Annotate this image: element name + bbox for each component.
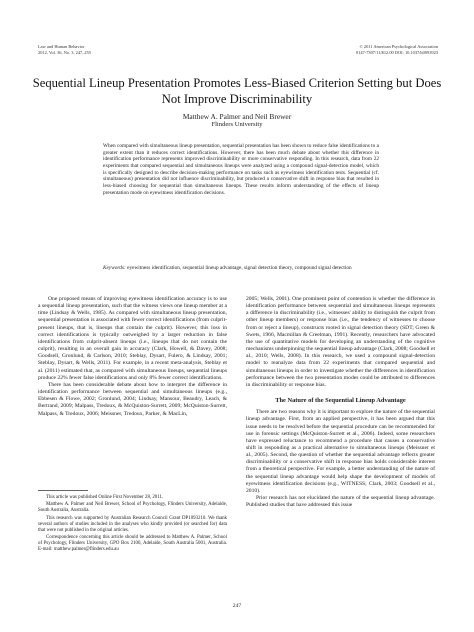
footnote-author-affiliation: Matthew A. Palmer and Neil Brewer, School of Psychology, Flinders University, Adelaide, South Australia, Australia. bbox=[38, 502, 227, 514]
left-column bbox=[38, 296, 227, 418]
keywords-label: Keywords: bbox=[103, 265, 126, 271]
article-title: Sequential Lineup Presentation Promotes Less-Biased Criterion Setting but Does Not Improve Discriminability bbox=[32, 76, 442, 106]
footnote-online-date: This article was published Online First November 28, 2011. bbox=[46, 495, 164, 500]
section-heading: The Nature of the Sequential Lineup Advantage bbox=[275, 397, 406, 405]
journal-volume: 2012, Vol. 36, No. 3, 247–255 bbox=[38, 49, 92, 55]
copyright-line: © 2011 American Psychological Association bbox=[359, 44, 438, 49]
running-header-left bbox=[38, 44, 91, 55]
footnote-correspondence: Correspondence concerning this article should be addressed to Matthew A. Palmer, School of Psychology, Flinders University, GPO Box 2100, Adelaide, South Australia 5001, Australia. E-mail: matthew.palmer@flinders.edu.au bbox=[38, 535, 227, 553]
footnotes bbox=[38, 495, 227, 555]
doi-line: 0147-7307/11/$12.00 DOI: 10.1037/h0093923 bbox=[355, 49, 438, 55]
footnote-divider bbox=[38, 490, 88, 491]
body-paragraph: There are two reasons why it is important to explore the nature of the sequential lineup advantage. First, from an applied perspective, it has been argued that this issue needs to be resolved before the sequential procedure can be recommended for use in forensic settings (McQuiston-Surrett et al., 2006). Indeed, some researchers have expressed reluctance to recommend a procedure that causes a conservative shift in responding as a practical alternative to simultaneous lineups (Meissner et al., 2005). Second, the question of whether the sequential advantage reflects greater discriminability or a conservative shift in response bias holds considerable interest from a theoretical perspective. For example, a better understanding of the nature of the sequential lineup advantage would help shape the development of models of eyewitness identification decisions (e.g., WITNESS; Clark, 2003; Goodsell et al., 2010). bbox=[246, 409, 435, 494]
running-header-right bbox=[356, 44, 438, 55]
body-paragraph: One proposed means of improving eyewitness identification accuracy is to use a sequential lineup presentation, such that the witness views one lineup member at a time (Lindsay & Wells, 1985). As compared with simultaneous lineup presentation, sequential presentation is associated with fewer correct identifications (from culprit-present lineups, that is, lineups that contain the culprit). However, this loss in correct identifications is typically outweighed by a larger reduction in false identifications from culprit-absent lineups (i.e., lineups that do not contain the culprit), resulting in an overall gain in accuracy (Clark, Howell, & Davey, 2008; Goodsell, Gronlund, & Carlson, 2010; Steblay, Dysart, Fulero, & Lindsay, 2001; Steblay, Dysart, & Wells, 2011). For example, in a recent meta-analysis, Steblay et al. (2011) estimated that, as compared with simultaneous lineups, sequential lineups produce 22% fewer false identifications and only 8% fewer correct identifications. bbox=[38, 296, 227, 381]
keywords-text: eyewitness identification, sequential lineup advantage, signal detection theory, compound signal detection bbox=[127, 265, 352, 271]
body-paragraph: There has been considerable debate about how to interpret the difference in identification performance between sequential and simultaneous lineups (e.g., Ebbesen & Flowe, 2002; Gronlund, 2004; Lindsay, Mansour, Beaudry, Leach, & Bertrand, 2009; Malpass, Tredoux, & McQuiston-Surrett, 2009; McQuiston-Surrett, Malpass, & Tredoux, 2006; Meissner, Tredoux, Parker, & MacLin, bbox=[38, 381, 227, 417]
footnote-funding: This research was supported by Australian Research Council Grant DP1093210. We thank several authors of studies included in the analyses who kindly provided (or searched for) data that were not published in the original articles. bbox=[38, 515, 227, 533]
keywords bbox=[103, 265, 379, 272]
right-column bbox=[246, 296, 435, 509]
author-affiliation: Flinders University bbox=[211, 121, 263, 128]
body-paragraph: 2005; Wells, 2001). One prominent point of contention is whether the difference in identification performance between sequential and simultaneous lineups represents a difference in discriminability (i.e., witnesses' ability to distinguish the culprit from other lineup members) or response bias (i.e., the tendency of witnesses to choose from or reject a lineup), constructs rooted in signal detection theory (SDT; Green & Swets, 1966, Macmillan & Creelman, 1991). Recently, researchers have advocated the use of quantitative models for developing an understanding of the cognitive mechanisms underpinning the sequential lineup advantage (Clark, 2008; Goodsell et al., 2010; Wells, 2008). In this research, we used a compound signal-detection model to reanalyze data from 22 experiments that compared sequential and simultaneous lineups in order to investigate whether the differences in identification performance between the two presentation modes could be attributed to differences in discriminability or response bias. bbox=[246, 296, 435, 388]
journal-name: Law and Human Behavior bbox=[38, 44, 85, 49]
abstract: When compared with simultaneous lineup presentation, sequential presentation has been shown to reduce false identifications to a greater extent than it reduces correct identifications. However, there has been much debate about whether this difference in identification performance represents improved discriminability or more conservative responding. In this research, data from 22 experiments that compared sequential and simultaneous lineups were analyzed using a compound signal-detection model, which is specifically designed to describe decision-making performance on tasks such as eyewitness identification tests. Sequential (cf. simultaneous) presentation did not influence discriminability, but produced a conservative shift in response bias that resulted in less-biased choosing for sequential than simultaneous lineups. These results inform understanding of the effects of lineup presentation mode on eyewitness identification decisions. bbox=[103, 143, 379, 196]
body-paragraph: Prior research has not elucidated the nature of the sequential lineup advantage. Published studies that have addressed this issue bbox=[246, 495, 435, 509]
article-authors: Matthew A. Palmer and Neil Brewer bbox=[182, 112, 292, 121]
page-number: 247 bbox=[232, 603, 242, 609]
